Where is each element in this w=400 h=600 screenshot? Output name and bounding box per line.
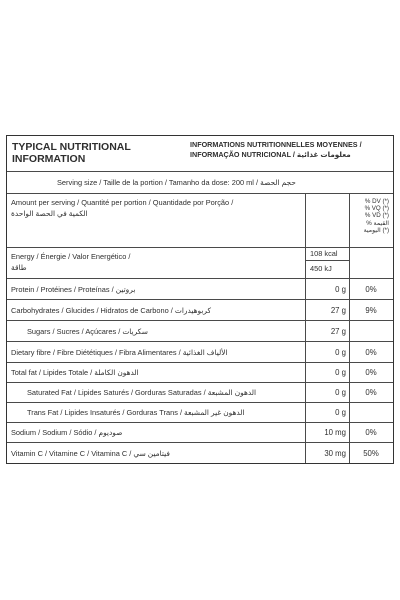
- nutrient-row-sugars: [7, 321, 393, 342]
- energy-row: [7, 248, 393, 279]
- nutrition-facts-label: [6, 135, 394, 464]
- nutrient-row-sodium: [7, 423, 393, 443]
- nutrient-amount: 0 g: [335, 347, 346, 357]
- nutrient-row-total-fat: [7, 363, 393, 383]
- amount-per-serving-row: [7, 194, 393, 248]
- nutrient-amount: 0 g: [335, 368, 346, 377]
- column-divider: [349, 248, 350, 278]
- energy-label-line: Energy / Énergie / Valor Energético /: [11, 252, 131, 261]
- daily-value-header: [343, 198, 389, 234]
- energy-kj-value: 450 kJ: [310, 264, 332, 273]
- nutrient-daily-value: 0%: [365, 347, 377, 357]
- nutrient-daily-value: 9%: [365, 305, 377, 315]
- title-english: TYPICAL NUTRITIONAL INFORMATION: [12, 141, 131, 165]
- dv-header-line: % VQ (*): [364, 205, 389, 213]
- nutrient-amount: 10 mg: [324, 428, 346, 437]
- serving-size-text: Serving size / Taille de la portion / Tamanho da dose: 200 ml / حجم الحصة: [57, 178, 296, 187]
- title-french: INFORMATIONS NUTRITIONNELLES MOYENNES /: [190, 140, 362, 149]
- nutrient-daily-value: [349, 403, 393, 422]
- nutrient-name: Total fat / Lipides Totale / الدهون الكاملة: [11, 368, 139, 377]
- nutrient-name: Trans Fat / Lipides Insaturés / Gorduras Trans / الدهون غير المشبعة: [27, 408, 245, 417]
- nutrient-daily-value: 0%: [365, 284, 377, 294]
- serving-size-row: [7, 172, 393, 194]
- nutrient-row-protein: [7, 279, 393, 300]
- nutrient-daily-value: 0%: [365, 368, 377, 377]
- amount-per-serving-text: [11, 198, 299, 219]
- nutrient-amount: 0 g: [335, 388, 346, 397]
- amount-per-serving-line: Amount per serving / Quantité per portion / Quantidade por Porção /: [11, 198, 234, 207]
- nutrient-row-vitamin-c: [7, 443, 393, 463]
- nutrient-amount: 27 g: [330, 305, 346, 315]
- nutrient-row-dietary-fibre: [7, 342, 393, 363]
- nutrient-name: Vitamin C / Vitamine C / Vitamina C / فيتامين سي: [11, 448, 170, 458]
- nutrient-daily-value: 0%: [365, 388, 377, 397]
- nutrient-amount: 30 mg: [324, 448, 346, 458]
- nutrient-name: Sugars / Sucres / Açúcares / سكريات: [27, 326, 148, 336]
- dv-header-line: % القيمة: [366, 219, 389, 227]
- nutrient-amount: 0 g: [335, 284, 346, 294]
- energy-kcal-value: 108 kcal: [305, 248, 349, 261]
- nutrient-daily-value: [349, 321, 393, 341]
- nutrient-name: Dietary fibre / Fibre Diététiques / Fibra Alimentares / الألياف الغذائية: [11, 347, 228, 357]
- nutrient-row-saturated-fat: [7, 383, 393, 403]
- nutrient-name: Protein / Protéines / Proteínas / بروتين: [11, 284, 136, 294]
- title-multilingual: [190, 140, 395, 160]
- dv-header-line: % VD (*): [364, 212, 389, 220]
- title-portuguese-arabic: INFORMAÇÃO NUTRICIONAL / معلومات غذائية: [190, 150, 351, 159]
- nutrient-name: Saturated Fat / Lipides Saturés / Gorduras Saturadas / الدهون المشبعة: [27, 388, 257, 397]
- nutrient-name: Carbohydrates / Glucides / Hidratos de Carbono / كربوهيدرات: [11, 305, 211, 315]
- label-header: [7, 136, 393, 172]
- energy-label-arabic: طاقة: [11, 263, 27, 272]
- energy-label: [11, 251, 130, 273]
- column-divider: [305, 194, 306, 247]
- nutrient-daily-value: 0%: [365, 428, 377, 437]
- nutrient-row-carbohydrates: [7, 300, 393, 321]
- amount-per-serving-arabic: الكمية في الحصة الواحدة: [11, 208, 88, 218]
- nutrient-row-trans-fat: [7, 403, 393, 423]
- nutrient-amount: 27 g: [330, 326, 346, 336]
- dv-header-line: اليومية (*): [363, 226, 389, 234]
- nutrient-amount: 0 g: [335, 408, 346, 417]
- nutrient-daily-value: 50%: [363, 448, 379, 458]
- nutrient-name: Sodium / Sodium / Sódio / صوديوم: [11, 428, 123, 437]
- dv-header-line: % DV (*): [364, 198, 389, 205]
